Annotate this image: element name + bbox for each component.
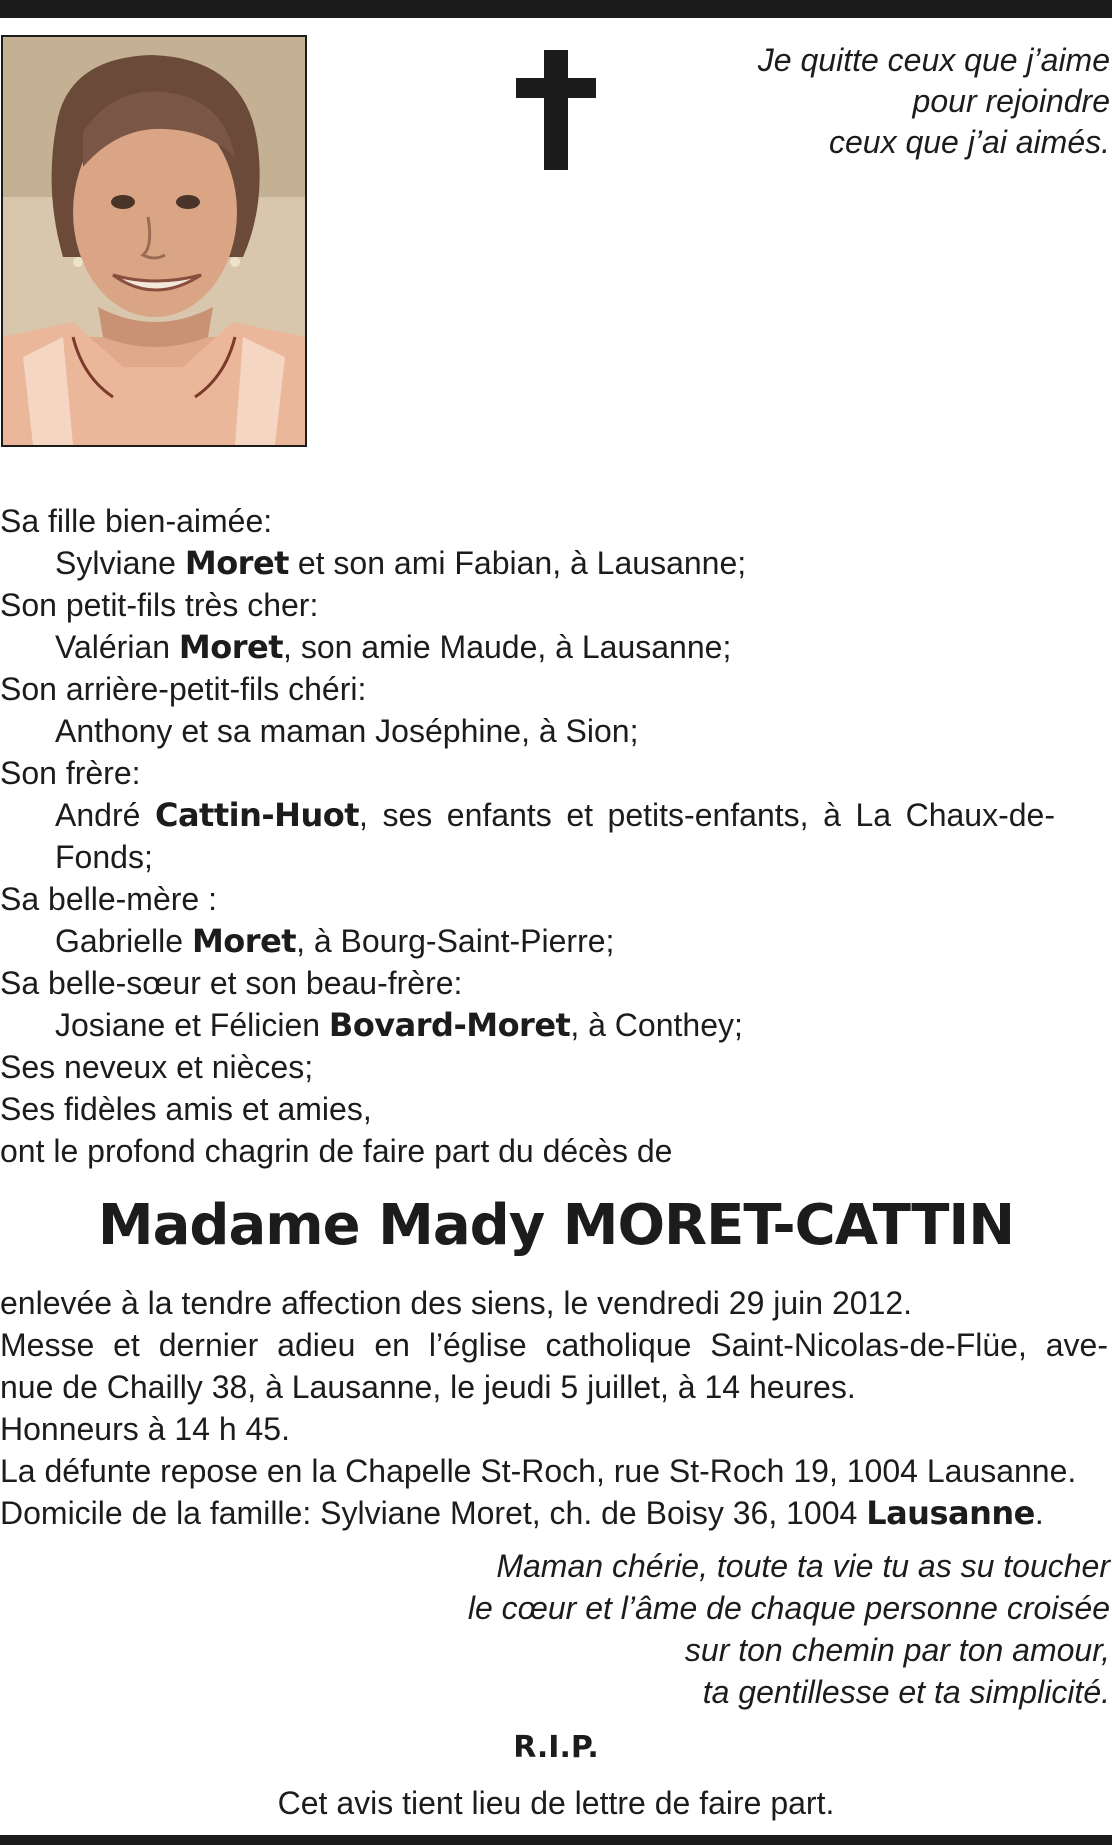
top-rule	[0, 0, 1112, 18]
relative-entry: André Cattin-Huot, ses enfants et petits-enfants, à La Chaux-de-Fonds;	[55, 796, 1056, 875]
relative-entry: Valérian Moret, son amie Maude, à Lausanne;	[55, 628, 732, 666]
relation-label: Sa fille bien-aimée:	[0, 503, 273, 539]
epigraph-line: ceux que j’ai aimés.	[828, 124, 1110, 160]
surname: Bovard-Moret	[328, 1006, 571, 1044]
surname: Moret	[191, 922, 297, 960]
surname: Moret	[184, 544, 289, 582]
funeral-details	[0, 1282, 1108, 1534]
deceased-name: Madame Mady MORET-CATTIN	[97, 1193, 1015, 1258]
relative-entry: Sylviane Moret et son ami Fabian, à Lausanne;	[55, 544, 747, 582]
closing-note: Cet avis tient lieu de lettre de faire part.	[277, 1785, 835, 1821]
domicile-city: Lausanne	[866, 1494, 1035, 1532]
tribute-line: ta gentillesse et ta simplicité.	[702, 1674, 1110, 1710]
relation-label: Son petit-fils très cher:	[0, 587, 319, 623]
tribute-line: Maman chérie, toute ta vie tu as su toucher	[496, 1548, 1110, 1584]
mass-line: Messe et dernier adieu en l’église catholique Saint-Nicolas-de-Flüe, ave-	[0, 1327, 1108, 1363]
family-list	[0, 500, 1108, 1172]
tribute-line: sur ton chemin par ton amour,	[684, 1632, 1110, 1668]
others-line: Ses fidèles amis et amies,	[0, 1091, 372, 1127]
honours-line: Honneurs à 14 h 45.	[0, 1411, 290, 1447]
relative-entry: Anthony et sa maman Joséphine, à Sion;	[55, 713, 639, 749]
surname: Cattin-Huot	[154, 796, 359, 834]
relative-entry: Gabrielle Moret, à Bourg-Saint-Pierre;	[55, 922, 615, 960]
relation-label: Son arrière-petit-fils chéri:	[0, 671, 367, 707]
rip-text: R.I.P.	[513, 1730, 599, 1765]
relation-label: Son frère:	[0, 755, 141, 791]
portrait-photo	[1, 35, 307, 447]
relative-entry: Josiane et Félicien Bovard-Moret, à Conthey;	[55, 1006, 743, 1044]
epigraph-line: pour rejoindre	[912, 83, 1110, 119]
relation-label: Sa belle-sœur et son beau-frère:	[0, 965, 463, 1001]
domicile-line: Domicile de la famille: Sylviane Moret, ch. de Boisy 36, 1004 Lausanne.	[0, 1494, 1044, 1532]
repose-line: La défunte repose en la Chapelle St-Roch, rue St-Roch 19, 1004 Lausanne.	[0, 1453, 1077, 1489]
others-line: ont le profond chagrin de faire part du décès de	[0, 1133, 673, 1169]
epigraph-line: Je quitte ceux que j’aime	[757, 42, 1110, 78]
bottom-rule	[0, 1835, 1112, 1845]
mass-line: nue de Chailly 38, à Lausanne, le jeudi 5 juillet, à 14 heures.	[0, 1369, 856, 1405]
tribute-line: le cœur et l’âme de chaque personne croisée	[467, 1590, 1110, 1626]
relation-label: Sa belle-mère :	[0, 881, 217, 917]
death-line: enlevée à la tendre affection des siens, le vendredi 29 juin 2012.	[0, 1285, 913, 1321]
others-line: Ses neveux et nièces;	[0, 1049, 314, 1085]
surname: Moret	[178, 628, 284, 666]
cross-icon	[516, 50, 596, 170]
tribute-verse	[410, 1545, 1110, 1713]
epigraph-verse	[590, 40, 1110, 163]
